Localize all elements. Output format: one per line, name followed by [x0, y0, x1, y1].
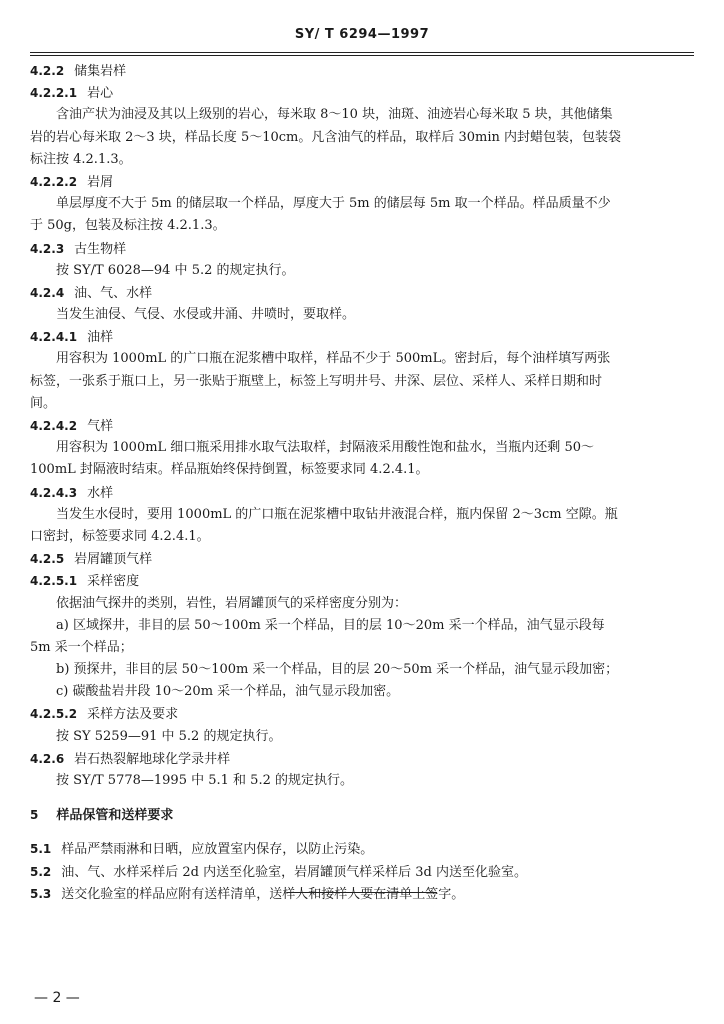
section-title: 油样: [87, 330, 114, 346]
section-title: 样品保管和送样要求: [56, 808, 174, 824]
section-heading: [30, 838, 694, 860]
section-title: 水样: [87, 485, 114, 501]
paragraph-line: 标签，一张系于瓶口上，另一张贴于瓶壁上，标签上写明井号、井深、层位、采样人、采样日期和时: [30, 373, 603, 389]
paragraph-line: 按 SY 5259—91 中 5.2 的规定执行。: [56, 728, 282, 744]
section-heading: [30, 748, 694, 770]
section-heading: [30, 703, 694, 725]
paragraph-line: 当发生水侵时，要用 1000mL 的广口瓶在泥浆槽中取钻井液混合样，瓶内保留 2～3cm 空隙。瓶: [56, 506, 618, 522]
section-title: 采样方法及要求: [87, 707, 179, 723]
section-title: 送交化验室的样品应附有送样清单，送样人和接样人要在清单上签字。: [61, 886, 465, 902]
section-number: 4.2.2.2: [30, 174, 78, 189]
section-title: 油、气、水样采样后 2d 内送至化验室，岩屑罐顶气样采样后 3d 内送至化验室。: [61, 864, 527, 880]
section-title: 气样: [87, 419, 114, 434]
section-title: 油、气、水样: [74, 285, 153, 301]
document-body: [30, 60, 694, 905]
paragraph-line: 含油产状为油浸及其以上级别的岩心，每米取 8～10 块，油斑、油迹岩心每米取 5 块，其他储集: [56, 107, 613, 123]
section-title: 古生物样: [74, 241, 127, 257]
paragraph-line: 按 SY/T 6028—94 中 5.2 的规定执行。: [56, 262, 295, 278]
section-heading: [30, 82, 694, 104]
list-item-line: a) 区域探井，非目的层 50～100m 采一个样品，目的层 10～20m 采一个样品，油气显示段每: [56, 617, 605, 633]
page-header: SY/ T 6294—1997: [294, 27, 430, 42]
paragraph-line: 当发生油侵、气侵、水侵或井涌、井喷时，要取样。: [56, 307, 356, 323]
section-heading: [30, 326, 694, 348]
section-number: 4.2.5.1: [30, 574, 78, 589]
section-number: 4.2.4.1: [30, 330, 78, 345]
paragraph-line: 于 50g，包装及标注按 4.2.1.3。: [30, 218, 226, 234]
paragraph-line: 岩的岩心每米取 2～3 块，样品长度 5～10cm。凡含油气的样品，取样后 30min 内封蜡包装，包装袋: [30, 129, 622, 145]
section-number: 4.2.2: [30, 64, 65, 78]
chapter-heading: [30, 804, 694, 826]
section-number: 4.2.5.2: [30, 707, 78, 722]
section-heading: [30, 238, 694, 260]
section-heading: [30, 171, 694, 193]
section-title: 储集岩样: [74, 64, 127, 79]
section-heading: [30, 415, 694, 437]
header-rule: [30, 52, 694, 53]
section-heading: [30, 861, 694, 883]
section-number: 4.2.3: [30, 241, 65, 256]
section-title: 岩心: [87, 86, 114, 102]
section-title: 样品严禁雨淋和日晒，应放置室内保存，以防止污染。: [61, 842, 374, 858]
paragraph-line: 依据油气探井的类别，岩性，岩屑罐顶气的采样密度分别为：: [56, 595, 408, 611]
section-heading: [30, 282, 694, 304]
paragraph-line: 按 SY/T 5778—1995 中 5.1 和 5.2 的规定执行。: [56, 773, 353, 788]
paragraph-line: 用容积为 1000mL 细口瓶采用排水取气法取样，封隔液采用酸性饱和盐水，当瓶内还剩 50～: [56, 440, 594, 456]
page-number: — 2 —: [34, 990, 80, 1006]
section-number: 4.2.2.1: [30, 86, 78, 101]
section-title: 岩屑罐顶气样: [74, 552, 153, 568]
section-heading: [30, 60, 694, 82]
section-heading: [30, 482, 694, 504]
header-rule-thin: [30, 55, 694, 56]
paragraph-line: 用容积为 1000mL 的广口瓶在泥浆槽中取样，样品不少于 500mL。密封后，每个油样填写两张: [56, 351, 611, 367]
section-number: 4.2.4.3: [30, 485, 78, 500]
section-heading: [30, 548, 694, 570]
section-gap: [30, 792, 694, 804]
section-heading: [30, 883, 694, 905]
end-rule: [287, 892, 437, 893]
paragraph-line: 标注按 4.2.1.3。: [30, 151, 132, 167]
section-number: 5.2: [30, 864, 52, 879]
section-number: 5.3: [30, 886, 52, 901]
section-number: 5.1: [30, 842, 52, 857]
section-number: 4.2.6: [30, 751, 65, 766]
section-title: 采样密度: [87, 574, 140, 590]
paragraph-line: 100mL 封隔液时结束。样品瓶始终保持倒置，标签要求同 4.2.4.1。: [30, 462, 429, 478]
paragraph-line: 口密封，标签要求同 4.2.4.1。: [30, 528, 210, 544]
section-number: 4.2.5: [30, 552, 65, 567]
list-item-line: b) 预探井，非目的层 50～100m 采一个样品，目的层 20～50m 采一个样品，油气显示段加密；: [56, 662, 619, 678]
section-number: 4.2.4.2: [30, 419, 78, 433]
list-item-line: 5m 采一个样品；: [30, 639, 133, 655]
paragraph-line: 间。: [30, 395, 57, 411]
paragraph-line: 单层厚度不大于 5m 的储层取一个样品，厚度大于 5m 的储层每 5m 取一个样品。样品质量不少: [56, 196, 611, 212]
section-title: 岩屑: [87, 174, 114, 190]
list-item-line: c) 碳酸盐岩井段 10～20m 采一个样品，油气显示段加密。: [56, 684, 400, 700]
section-number: 4.2.4: [30, 285, 65, 300]
section-gap: [30, 826, 694, 838]
section-heading: [30, 570, 694, 592]
section-title: 岩石热裂解地球化学录井样: [74, 751, 231, 767]
section-number: 5: [30, 808, 39, 823]
